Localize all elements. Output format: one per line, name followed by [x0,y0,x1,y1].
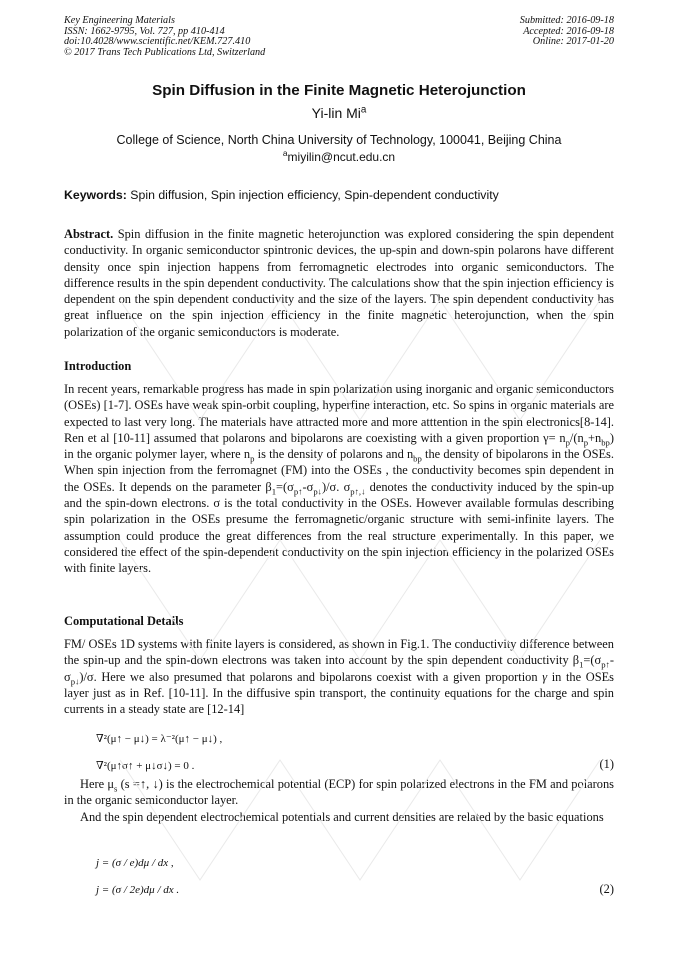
journal-issn: ISSN: 1662-9795, Vol. 727, pp 410-414 [64,25,225,37]
journal-doi: doi:10.4028/www.scientific.net/KEM.727.410 [64,36,251,48]
abstract-text: Spin diffusion in the finite magnetic heterojunction was explored considering the spin dependent conductivity. In organic semiconductor spintronic devices, the up-spin and down-spin polarons have different density once spin injection happens from ferromagnetic electrodes into organic semiconductors. The difference results in the spin dependent conductivity. The calculations show that the spin injection efficiency is dependent on the spin dependent conductivity and the size of the layers. The spin dependent conductivity has great influence on the spin injection efficiency in the finite magnetic heterojunction, when the spin polarization of the organic semiconductors is moderate. [64,227,614,339]
equation-2b: j = (σ / 2e)dμ / dx . [96,884,180,896]
journal-copyright: © 2017 Trans Tech Publications Ltd, Switzerland [64,46,266,58]
equation-1b: ∇²(μ↑σ↑ + μ↓σ↓) = 0 . [96,760,195,772]
computational-paragraph: FM/ OSEs 1D systems with finite layers is considered, as shown in Fig.1. The conductivity difference between the spin-up and the spin-down electrons was taken into account by the spin dependent conductivity $\beta_1=(\sigma_{p↑}-\sigma_{p↓})/\sigma$. Here we also presumed that polarons and bipolarons coexist with a given proportion γ in the OSEs layer just as in Ref. [10-11]. In the diffusive spin transport, the continuity equations for the charge and spin currents in a steady state are [12-14] [64,637,614,717]
equation-1-number: (1) [599,757,614,771]
accepted-date: Accepted: 2016-09-18 [523,25,614,37]
journal-name: Key Engineering Materials [64,15,175,26]
email-address[interactable]: miyilin@ncut.edu.cn [287,150,396,164]
equation-2a: j = (σ / e)dμ / dx , [96,857,174,869]
online-date: Online: 2017-01-20 [532,36,614,48]
paper-title: Spin Diffusion in the Finite Magnetic Heterojunction [152,82,526,99]
author-mark: a [360,104,367,116]
abstract-label: Abstract. [64,227,114,241]
introduction-heading: Introduction [64,359,132,373]
equation-2-number: (2) [599,882,614,896]
basic-equations-paragraph: And the spin dependent electrochemical potentials and current densities are related by the basic equations [80,810,604,824]
author-line [40,105,638,121]
email-mark: a [282,148,288,158]
affiliation: College of Science, North China University of Technology, 100041, Beijing China [116,133,562,147]
email-line [40,150,638,164]
dates-header [394,16,614,48]
equation-1a: ∇²(μ↑ − μ↓) = λ⁻²(μ↑ − μ↓) , [96,733,223,745]
keywords-label: Keywords: [64,188,127,202]
introduction-paragraph: In recent years, remarkable progress has made in spin polarization using inorganic and organic semiconductors (OSEs) [1-7]. OSEs have weak spin-orbit coupling, hyperfine interaction, etc. So spins in organic materials are expected to last very long. The materials have attracted more and more atttention in the spin electronics[8-14]. Ren et al [10-11] assumed that polarons and bipolarons are coexisting with a given proportion $\gamma= n_p/(n_p+n_{bp})$ in the organic polymer layer, where $n_p$ is the density of polarons and $n_{bp}$ the density of bipolarons in the OSEs. When spin injection from the ferromagnet (FM) into the OSEs , the conductivity becomes spin dependent in the OSEs. It depends on the parameter $\beta_1=(\sigma_{p↑}-\sigma_{p↓})/\sigma$. $\sigma_{p↑,↓}$ denotes the conductivity induced by the spin-up and the spin-down electrons. σ is the total conductivity in the OSEs. However available formulas describing spin polarization in the OSEs presume the ferromagnetic/organic structure with semi-infinite layers. The assumption could produce the great differences from the real structure experimentally. In this paper, we considered the effect of the spin-dependent conductivity on the spin injection efficiency in the polarized OSEs with finite layers. [64,382,614,576]
journal-header [64,16,384,58]
submitted-date: Submitted: 2016-09-18 [519,15,614,26]
ecp-paragraph: Here $\mu_s$ (s =↑, ↓) is the electrochemical potential (ECP) for spin polarized electrons in the FM and polarons in the organic semiconductor layer. [64,777,614,808]
author-name: Yi-lin Mi [311,105,361,121]
keywords [64,188,624,202]
keywords-text: Spin diffusion, Spin injection efficiency, Spin-dependent conductivity [130,188,499,202]
abstract [64,226,614,340]
computational-heading: Computational Details [64,614,184,628]
